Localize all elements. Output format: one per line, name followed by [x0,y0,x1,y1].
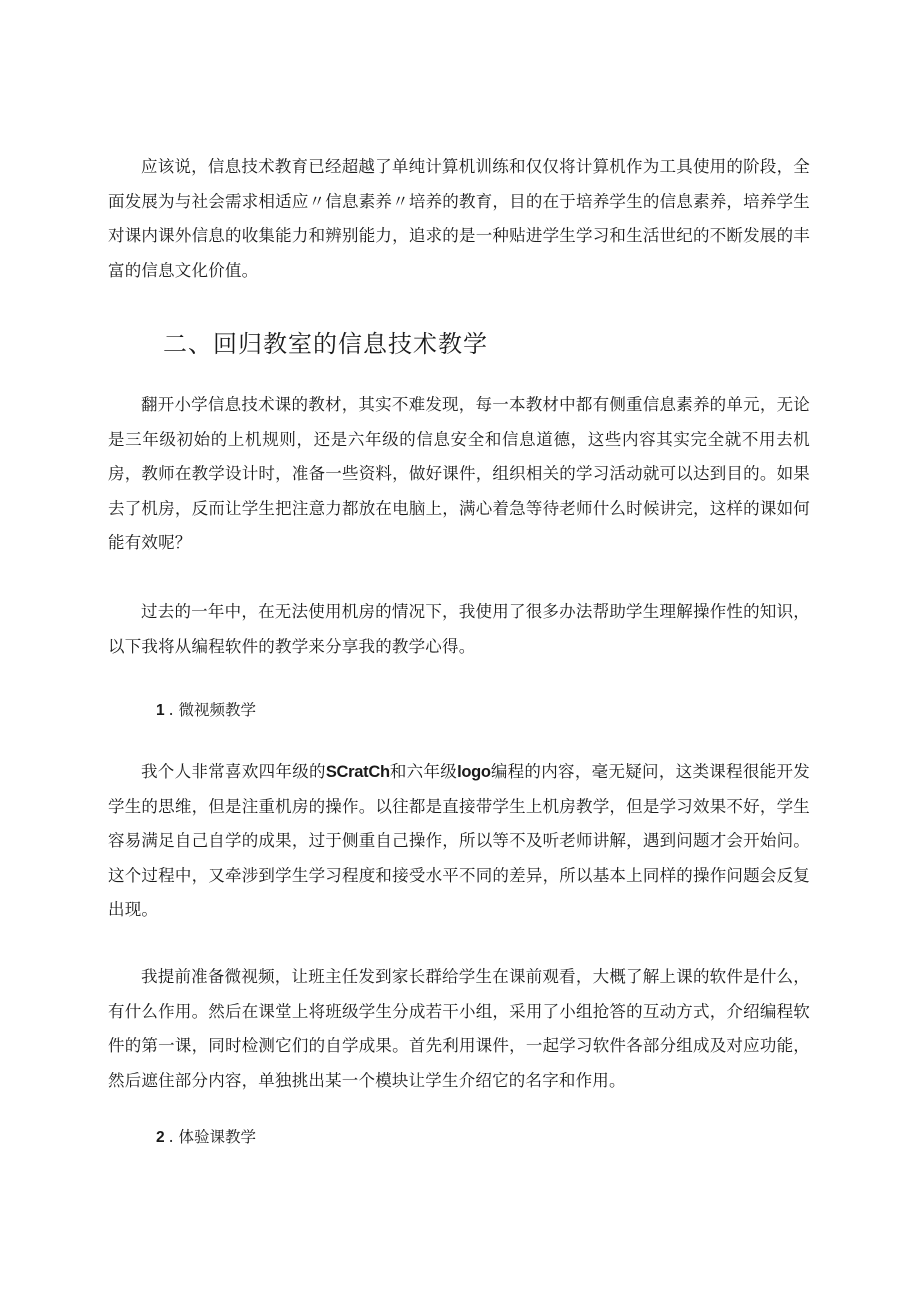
subheading-micro-video [156,699,256,722]
paragraph-past-year: 过去的一年中，在无法使用机房的情况下，我使用了很多办法帮助学生理解操作性的知识，以下我将从编程软件的教学来分享我的教学心得。 [108,602,810,656]
subheading-text: . 微视频教学 [168,701,256,719]
text-segment: 编程的内容，毫无疑问，这类课程很能开发学生的思维，但是注重机房的操作。以往都是直接带学生上机房教学，但是学习效果不好，学生容易满足自己自学的成果，过于侧重自己操作，所以等不及听老师讲解，遇到问题才会开始问。这个过程中，又牵涉到学生学习程度和接受水平不同的差异，所以基本上同样的操作问题会反复出现。 [108,762,810,919]
subheading-number: 1 [156,702,165,719]
subheading-number: 2 [156,1129,165,1146]
text-segment: 和六年级 [389,762,458,781]
scratch-term: SCratCh [325,763,390,781]
subheading-text: . 体验课教学 [168,1128,256,1146]
logo-term: logo [457,763,491,781]
section-heading-2: 二、回归教室的信息技术教学 [163,330,488,358]
paragraph-textbook-review: 翻开小学信息技术课的教材，其实不难发现，每一本教材中都有侧重信息素养的单元，无论是三年级初始的上机规则，还是六年级的信息安全和信息道德，这些内容其实完全就不用去机房，教师在教学设计时，准备一些资料，做好课件，组织相关的学习活动就可以达到目的。如果去了机房，反而让学生把注意力都放在电脑上，满心着急等待老师什么时候讲完，这样的课如何能有效呢？ [108,395,810,552]
paragraph-information-literacy: 应该说，信息技术教育已经超越了单纯计算机训练和仅仅将计算机作为工具使用的阶段，全面发展为与社会需求相适应〃信息素养〃培养的教育，目的在于培养学生的信息素养，培养学生对课内课外信息的收集能力和辨别能力，追求的是一种贴进学生学习和生活世纪的不断发展的丰富的信息文化价值。 [108,157,810,280]
paragraph-programming-courses [108,755,810,928]
subheading-experience-class [156,1126,256,1149]
paragraph-micro-video-method: 我提前准备微视频，让班主任发到家长群给学生在课前观看，大概了解上课的软件是什么，有什么作用。然后在课堂上将班级学生分成若干小组，采用了小组抢答的互动方式，介绍编程软件的第一课，同时检测它们的自学成果。首先利用课件，一起学习软件各部分组成及对应功能，然后遮住部分内容，单独挑出某一个模块让学生介绍它的名字和作用。 [108,967,810,1090]
text-segment: 我个人非常喜欢四年级的 [141,762,326,781]
